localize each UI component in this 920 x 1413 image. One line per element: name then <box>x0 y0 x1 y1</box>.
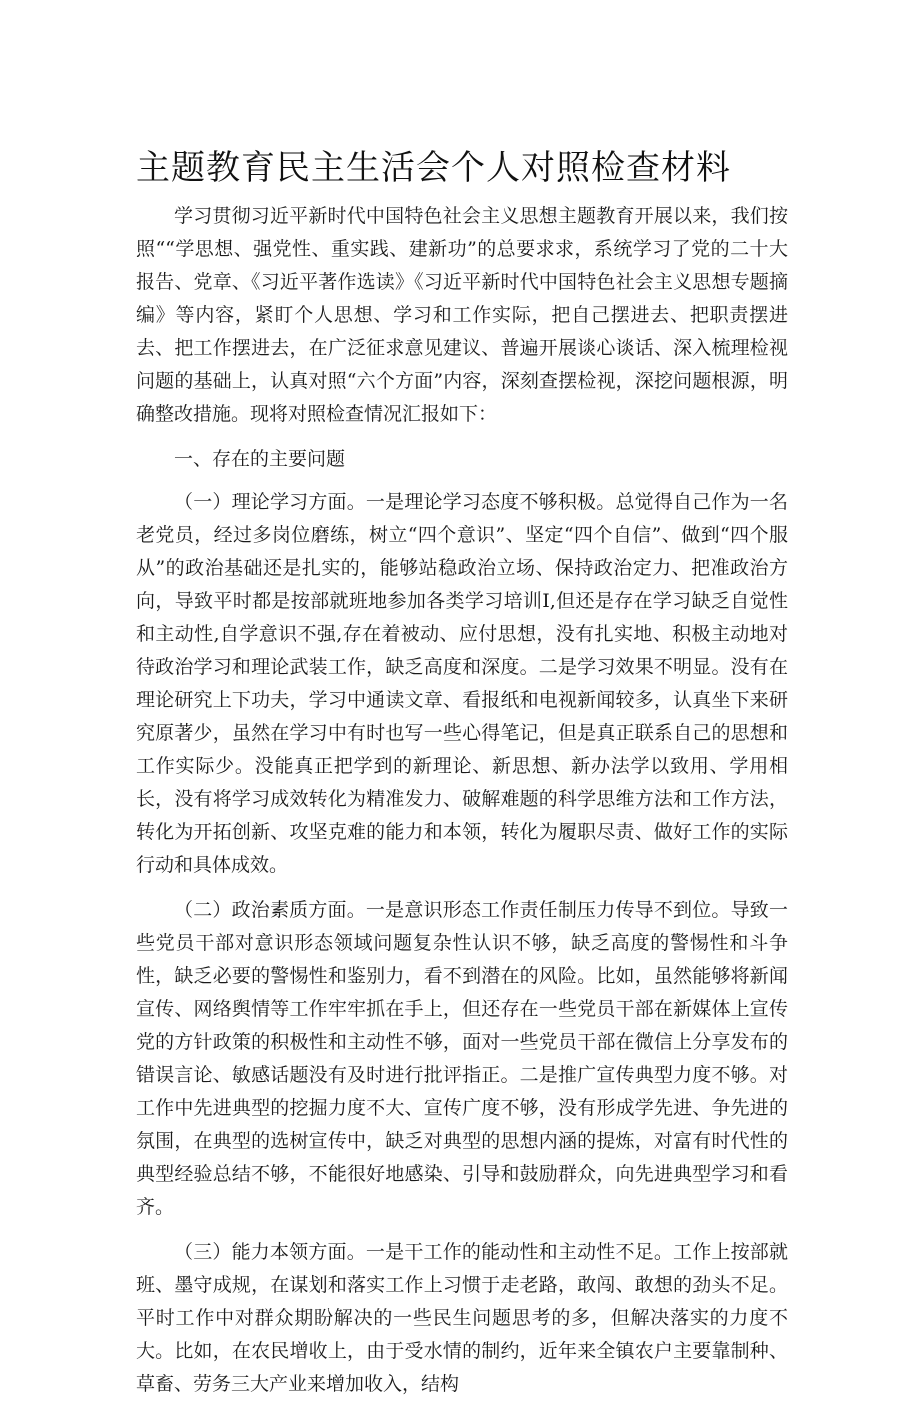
paragraph-theory-study: （一）理论学习方面。一是理论学习态度不够积极。总觉得自己作为一名老党员，经过多岗位磨练，树立“四个意识”、坚定“四个自信”、做到“四个服从”的政治基础还是扎实的，能够站稳政治立场、保持政治定力、把准政治方向，导致平时都是按部就班地参加各类学习培训I,但还是存在学习缺乏自觉性和主动性,自学意识不强,存在着被动、应付思想，没有扎实地、积极主动地对待政治学习和理论武装工作，缺乏高度和深度。二是学习效果不明显。没有在理论研究上下功夫，学习中通读文章、看报纸和电视新闻较多，认真坐下来研究原著少，虽然在学习中有时也写一些心得笔记，但是真正联系自己的思想和工作实际少。没能真正把学到的新理论、新思想、新办法学以致用、学用相长，没有将学习成效转化为精准发力、破解难题的科学思维方法和工作方法，转化为开拓创新、攻坚克难的能力和本领，转化为履职尽责、做好工作的实际行动和具体成效。 <box>136 491 788 876</box>
paragraph-political-quality: （二）政治素质方面。一是意识形态工作责任制压力传导不到位。导致一些党员干部对意识形态领域问题复杂性认识不够，缺乏高度的警惕性和斗争性，缺乏必要的警惕性和鉴别力，看不到潜在的风险。比如，虽然能够将新闻宣传、网络舆情等工作牢牢抓在手上，但还存在一些党员干部在新媒体上宣传党的方针政策的积极性和主动性不够，面对一些党员干部在微信上分享发布的错误言论、敏感话题没有及时进行批评指正。二是推广宣传典型力度不够。对工作中先进典型的挖掘力度不大、宣传广度不够，没有形成学先进、争先进的氛围，在典型的选树宣传中，缺乏对典型的思想内涵的提炼，对富有时代性的典型经验总结不够，不能很好地感染、引导和鼓励群众，向先进典型学习和看齐。 <box>136 899 788 1218</box>
intro-paragraph: 学习贯彻习近平新时代中国特色社会主义思想主题教育开展以来，我们按照““学思想、强党性、重实践、建新功”的总要求求，系统学习了党的二十大报告、党章、《习近平著作选读》《习近平新时代中国特色社会主义思想专题摘编》等内容，紧盯个人思想、学习和工作实际，把自己摆进去、把职责摆进去、把工作摆进去，在广泛征求意见建议、普遍开展谈心谈话、深入梳理检视问题的基础上，认真对照“六个方面”内容，深刻查摆检视，深挖问题根源，明确整改措施。现将对照检查情况汇报如下： <box>136 205 788 425</box>
paragraph-ability: （三）能力本领方面。一是干工作的能动性和主动性不足。工作上按部就班、墨守成规，在谋划和落实工作上习惯于走老路，敢闯、敢想的劲头不足。平时工作中对群众期盼解决的一些民生问题思考的多，但解决落实的力度不大。比如，在农民增收上，由于受水情的制约，近年来全镇农户主要靠制种、草畜、劳务三大产业来增加收入，结构 <box>136 1241 788 1395</box>
document-title: 主题教育民主生活会个人对照检查材料 <box>136 148 731 188</box>
section-heading-main-problems: 一、存在的主要问题 <box>174 448 346 470</box>
document-body <box>136 200 788 1413</box>
